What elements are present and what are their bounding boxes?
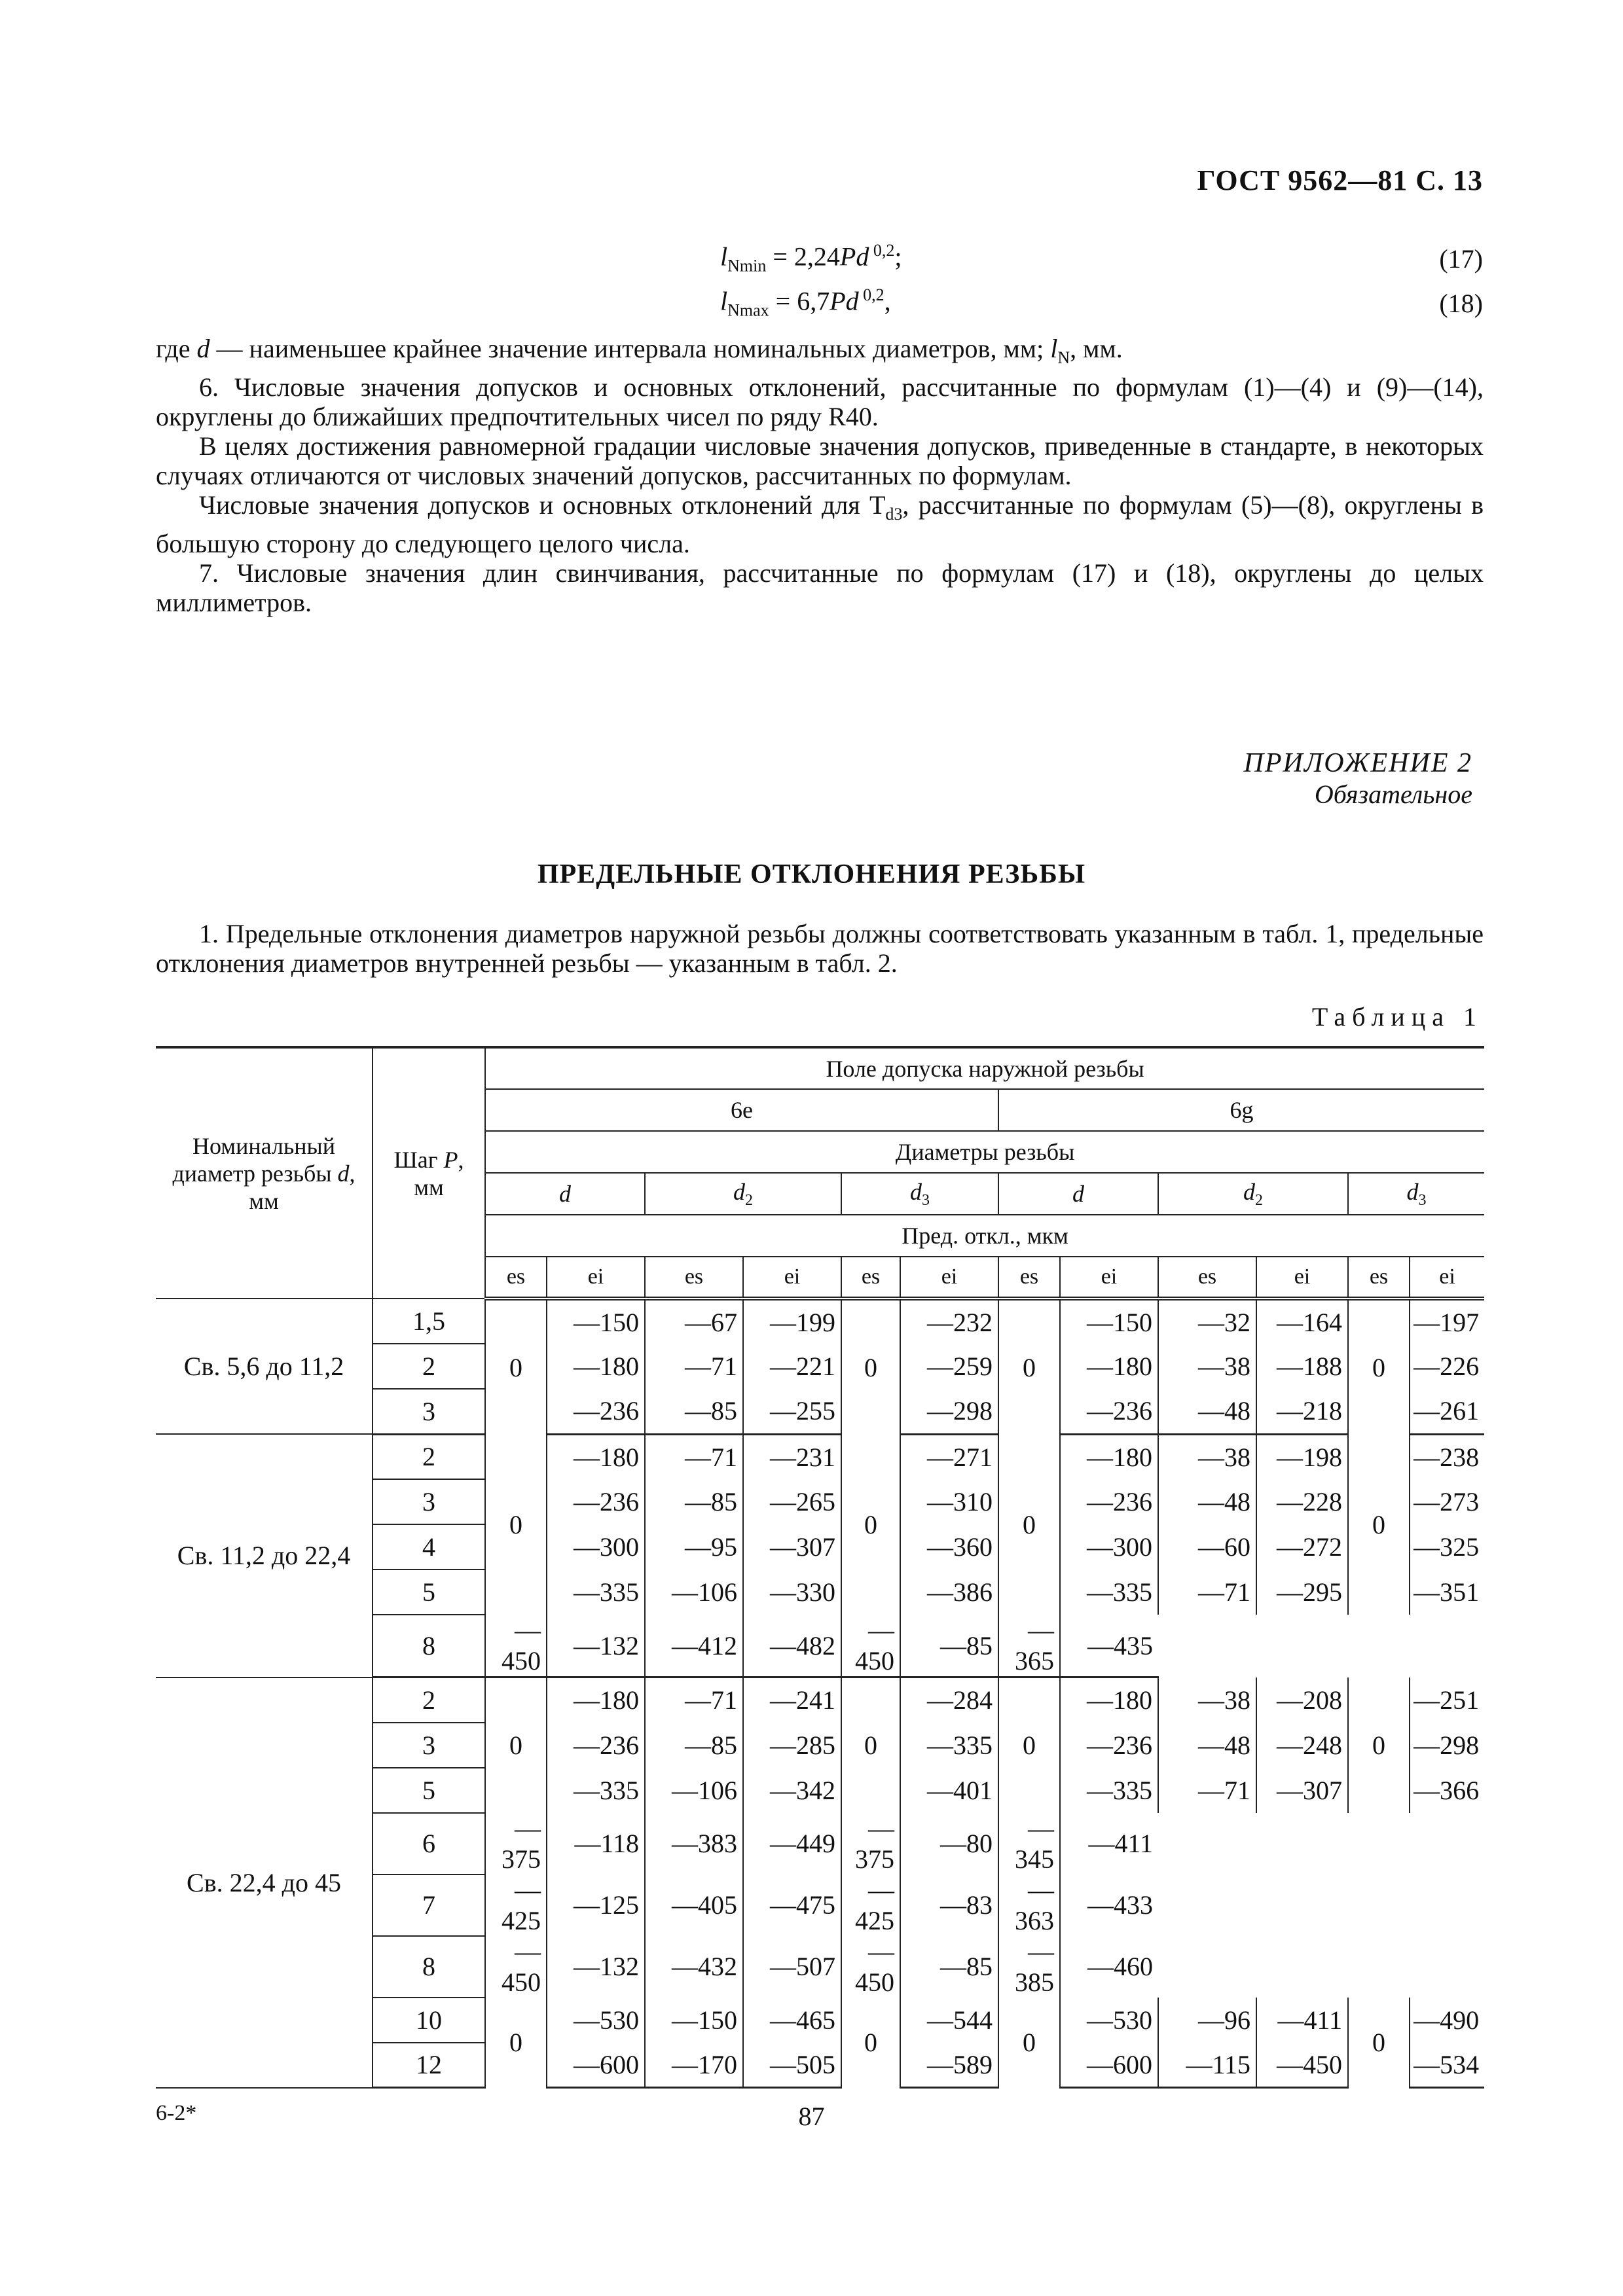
deviation-cell: —475 <box>743 1874 841 1936</box>
deviation-cell: —342 <box>743 1768 841 1813</box>
deviation-cell: —335 <box>547 1570 645 1615</box>
deviation-cell: —60 <box>1158 1524 1256 1570</box>
deviation-cell: —236 <box>1060 1389 1158 1434</box>
pitch-cell: 3 <box>373 1479 485 1524</box>
es-zero-cell: 0 <box>841 1998 900 2088</box>
deviation-cell: —335 <box>1060 1570 1158 1615</box>
deviation-cell: —450 <box>841 1615 900 1677</box>
deviation-cell: —600 <box>547 2043 645 2088</box>
header-es: es <box>1348 1257 1410 1299</box>
deviation-cell: —411 <box>1060 1813 1158 1874</box>
deviation-cell: —259 <box>900 1344 998 1389</box>
nominal-diameter-cell: Св. 11,2 до 22,4 <box>156 1434 373 1677</box>
nominal-diameter-cell: Св. 5,6 до 11,2 <box>156 1299 373 1434</box>
deviation-cell: —106 <box>645 1768 743 1813</box>
equation-number-18: (18) <box>1439 289 1483 318</box>
deviation-cell: —375 <box>841 1813 900 1874</box>
deviation-cell: —115 <box>1158 2043 1256 2088</box>
header-ei: ei <box>743 1257 841 1299</box>
deviation-cell: —335 <box>1060 1768 1158 1813</box>
header-es: es <box>645 1257 743 1299</box>
deviation-cell: —365 <box>998 1615 1060 1677</box>
deviation-cell: —300 <box>547 1524 645 1570</box>
deviation-cell: —425 <box>485 1874 547 1936</box>
deviation-cell: —433 <box>1060 1874 1158 1936</box>
deviation-cell: —530 <box>1060 1998 1158 2043</box>
table-row <box>156 1299 1484 1344</box>
section-title: ПРЕДЕЛЬНЫЕ ОТКЛОНЕНИЯ РЕЗЬБЫ <box>537 859 1086 889</box>
deviation-cell: —425 <box>841 1874 900 1936</box>
header-es: es <box>998 1257 1060 1299</box>
deviation-cell: —67 <box>645 1299 743 1344</box>
deviation-cell: —450 <box>841 1936 900 1998</box>
deviation-cell: —412 <box>645 1615 743 1677</box>
appendix-subtitle: Обязательное <box>1314 780 1472 809</box>
equation-number-17: (17) <box>1439 244 1483 274</box>
deviation-cell: —298 <box>900 1389 998 1434</box>
formula-17: $l_{Nmin} = 2,24Pd$ $^{0,2}$; <box>720 241 902 276</box>
es-zero-cell: 0 <box>1348 1998 1410 2088</box>
deviation-cell: —589 <box>900 2043 998 2088</box>
header-ei: ei <box>900 1257 998 1299</box>
deviation-cell: —298 <box>1410 1723 1484 1768</box>
pitch-cell: 1,5 <box>373 1299 485 1344</box>
table-row <box>156 1677 1484 1723</box>
deviation-cell: —180 <box>1060 1434 1158 1479</box>
deviation-cell: —351 <box>1410 1570 1484 1615</box>
deviation-cell: —238 <box>1410 1434 1484 1479</box>
deviation-cell: —226 <box>1410 1344 1484 1389</box>
pitch-cell: 10 <box>373 1998 485 2043</box>
deviation-cell: —125 <box>547 1874 645 1936</box>
deviation-cell: —490 <box>1410 1998 1484 2043</box>
deviation-cell: —232 <box>900 1299 998 1344</box>
deviation-cell: —132 <box>547 1615 645 1677</box>
es-zero-cell: 0 <box>1348 1434 1410 1615</box>
table-caption: Таблица 1 <box>1311 1002 1483 1031</box>
deviation-cell: —450 <box>1256 2043 1348 2088</box>
header-ei: ei <box>1410 1257 1484 1299</box>
deviation-cell: —48 <box>1158 1389 1256 1434</box>
appendix-label <box>1244 747 1472 810</box>
deviation-cell: —218 <box>1256 1389 1348 1434</box>
es-zero-cell: 0 <box>841 1677 900 1813</box>
deviation-cell: —271 <box>900 1434 998 1479</box>
pitch-cell: 5 <box>373 1570 485 1615</box>
header-d2-6e: $d_2$ <box>645 1173 841 1215</box>
deviation-cell: —449 <box>743 1813 841 1874</box>
deviation-cell: —544 <box>900 1998 998 2043</box>
es-zero-cell: 0 <box>998 1677 1060 1813</box>
header-ei: ei <box>1256 1257 1348 1299</box>
deviation-cell: —71 <box>645 1344 743 1389</box>
deviation-cell: —228 <box>1256 1479 1348 1524</box>
deviation-cell: —150 <box>1060 1299 1158 1344</box>
header-d-6g: d <box>998 1173 1158 1215</box>
deviation-cell: —95 <box>645 1524 743 1570</box>
paragraph-where: где d — наименьшее крайнее значение интервала номинальных диаметров, мм; $l_N$, мм. <box>156 334 1123 367</box>
paragraph-gradation: В целях достижения равномерной градации числовые значения допусков, приведенные в стандарте, в некоторых случаях отличаются от числовых значений допусков, рассчитанных по формулам. <box>156 431 1484 490</box>
es-zero-cell: 0 <box>485 1299 547 1434</box>
paragraph-7: 7. Числовые значения длин свинчивания, рассчитанные по формулам (17) и (18), округлены до целых миллиметров. <box>156 558 1484 617</box>
pitch-cell: 7 <box>373 1874 485 1936</box>
deviation-cell: —106 <box>645 1570 743 1615</box>
header-ei: ei <box>547 1257 645 1299</box>
deviation-cell: —85 <box>645 1389 743 1434</box>
deviation-cell: —295 <box>1256 1570 1348 1615</box>
deviation-cell: —375 <box>485 1813 547 1874</box>
pitch-cell: 6 <box>373 1813 485 1874</box>
deviation-cell: —38 <box>1158 1344 1256 1389</box>
table-row <box>156 1434 1484 1479</box>
deviation-cell: —48 <box>1158 1723 1256 1768</box>
es-zero-cell: 0 <box>998 1998 1060 2088</box>
deviation-cell: —325 <box>1410 1524 1484 1570</box>
deviation-cell: —150 <box>547 1299 645 1344</box>
deviation-cell: —197 <box>1410 1299 1484 1344</box>
deviation-cell: —221 <box>743 1344 841 1389</box>
deviation-cell: —38 <box>1158 1677 1256 1723</box>
deviation-cell: —432 <box>645 1936 743 1998</box>
deviation-cell: —180 <box>547 1344 645 1389</box>
header-tolerance-field: Поле допуска наружной резьбы <box>485 1047 1484 1089</box>
es-zero-cell: 0 <box>1348 1299 1410 1434</box>
header-nominal-diameter: Номинальный диаметр резьбы d, мм <box>156 1047 373 1299</box>
deviation-cell: —208 <box>1256 1677 1348 1723</box>
header-d-6e: d <box>485 1173 645 1215</box>
section-paragraph: 1. Предельные отклонения диаметров наружной резьбы должны соответствовать указанным в табл. 1, предельные отклонения диаметров внутренней резьбы — указанным в табл. 2. <box>156 919 1484 978</box>
deviation-cell: —284 <box>900 1677 998 1723</box>
deviation-cell: —383 <box>645 1813 743 1874</box>
pitch-cell: 8 <box>373 1615 485 1677</box>
deviation-cell: —85 <box>645 1479 743 1524</box>
deviation-cell: —460 <box>1060 1936 1158 1998</box>
header-pitch: Шаг P, мм <box>373 1047 485 1299</box>
deviation-cell: —363 <box>998 1874 1060 1936</box>
deviation-cell: —251 <box>1410 1677 1484 1723</box>
deviation-cell: —71 <box>1158 1570 1256 1615</box>
formula-18: $l_{Nmax} = 6,7Pd$ $^{0,2}$, <box>720 285 891 320</box>
deviation-cell: —164 <box>1256 1299 1348 1344</box>
deviation-cell: —71 <box>645 1434 743 1479</box>
body-text <box>156 334 1484 617</box>
deviation-cell: —465 <box>743 1998 841 2043</box>
deviation-cell: —366 <box>1410 1768 1484 1813</box>
deviation-cell: —199 <box>743 1299 841 1344</box>
deviation-cell: —255 <box>743 1389 841 1434</box>
deviation-table <box>156 1046 1484 2089</box>
deviation-cell: —482 <box>743 1615 841 1677</box>
deviation-cell: —180 <box>547 1677 645 1723</box>
es-zero-cell: 0 <box>1348 1677 1410 1813</box>
header-d3-6e: $d_3$ <box>841 1173 998 1215</box>
deviation-cell: —180 <box>1060 1677 1158 1723</box>
deviation-cell: —435 <box>1060 1615 1158 1677</box>
deviation-cell: —345 <box>998 1813 1060 1874</box>
deviation-cell: —85 <box>900 1615 998 1677</box>
deviation-cell: —273 <box>1410 1479 1484 1524</box>
deviation-cell: —600 <box>1060 2043 1158 2088</box>
deviation-cell: —236 <box>1060 1723 1158 1768</box>
paragraph-td3: Числовые значения допусков и основных отклонений для $T_{d3}$, рассчитанные по формулам (5)—(8), округлены в большую сторону до следующего целого числа. <box>156 490 1484 558</box>
deviation-cell: —236 <box>547 1389 645 1434</box>
deviation-cell: —231 <box>743 1434 841 1479</box>
deviation-cell: —48 <box>1158 1479 1256 1524</box>
deviation-cell: —505 <box>743 2043 841 2088</box>
deviation-cell: —170 <box>645 2043 743 2088</box>
es-zero-cell: 0 <box>485 1998 547 2088</box>
deviation-cell: —335 <box>547 1768 645 1813</box>
deviation-cell: —335 <box>900 1723 998 1768</box>
deviation-cell: —38 <box>1158 1434 1256 1479</box>
page-number: 87 <box>798 2102 825 2131</box>
deviation-cell: —180 <box>547 1434 645 1479</box>
deviation-cell: —236 <box>1060 1479 1158 1524</box>
pitch-cell: 2 <box>373 1344 485 1389</box>
table-body <box>156 1299 1484 2088</box>
es-zero-cell: 0 <box>485 1434 547 1615</box>
deviation-cell: —360 <box>900 1524 998 1570</box>
nominal-diameter-cell: Св. 22,4 до 45 <box>156 1677 373 2088</box>
pitch-cell: 4 <box>373 1524 485 1570</box>
deviation-cell: —150 <box>645 1998 743 2043</box>
deviation-cell: —386 <box>900 1570 998 1615</box>
pitch-cell: 3 <box>373 1389 485 1434</box>
header-thread-diameters: Диаметры резьбы <box>485 1131 1484 1173</box>
header-d2-6g: $d_2$ <box>1158 1173 1348 1215</box>
deviation-cell: —310 <box>900 1479 998 1524</box>
deviation-cell: —248 <box>1256 1723 1348 1768</box>
es-zero-cell: 0 <box>841 1434 900 1615</box>
deviation-cell: —32 <box>1158 1299 1256 1344</box>
deviation-cell: —450 <box>485 1936 547 1998</box>
deviation-cell: —507 <box>743 1936 841 1998</box>
header-6e: 6e <box>485 1089 998 1131</box>
deviation-cell: —71 <box>645 1677 743 1723</box>
deviation-cell: —188 <box>1256 1344 1348 1389</box>
header-es: es <box>1158 1257 1256 1299</box>
header-es: es <box>841 1257 900 1299</box>
deviation-cell: —530 <box>547 1998 645 2043</box>
pitch-cell: 5 <box>373 1768 485 1813</box>
deviation-cell: —307 <box>743 1524 841 1570</box>
appendix-title: ПРИЛОЖЕНИЕ 2 <box>1243 748 1472 778</box>
es-zero-cell: 0 <box>485 1677 547 1813</box>
deviation-cell: —236 <box>547 1479 645 1524</box>
footer-code: 6-2* <box>156 2101 197 2125</box>
deviation-cell: —236 <box>547 1723 645 1768</box>
header-es: es <box>485 1257 547 1299</box>
pitch-cell: 12 <box>373 2043 485 2088</box>
deviation-cell: —83 <box>900 1874 998 1936</box>
deviation-cell: —401 <box>900 1768 998 1813</box>
deviation-cell: —411 <box>1256 1998 1348 2043</box>
deviation-cell: —272 <box>1256 1524 1348 1570</box>
deviation-cell: —450 <box>485 1615 547 1677</box>
pitch-cell: 2 <box>373 1434 485 1479</box>
deviation-cell: —300 <box>1060 1524 1158 1570</box>
deviation-cell: —85 <box>645 1723 743 1768</box>
deviation-cell: —285 <box>743 1723 841 1768</box>
deviation-cell: —241 <box>743 1677 841 1723</box>
deviation-cell: —330 <box>743 1570 841 1615</box>
deviation-cell: —261 <box>1410 1389 1484 1434</box>
deviation-cell: —307 <box>1256 1768 1348 1813</box>
pitch-cell: 3 <box>373 1723 485 1768</box>
paragraph-6: 6. Числовые значения допусков и основных отклонений, рассчитанные по формулам (1)—(4) и (9)—(14), округлены до ближайших предпочтительных чисел по ряду R40. <box>156 372 1484 431</box>
deviation-cell: —80 <box>900 1813 998 1874</box>
es-zero-cell: 0 <box>998 1434 1060 1615</box>
header-ei: ei <box>1060 1257 1158 1299</box>
pitch-cell: 8 <box>373 1936 485 1998</box>
document-header: ГОСТ 9562—81 С. 13 <box>1197 164 1483 196</box>
deviation-cell: —180 <box>1060 1344 1158 1389</box>
deviation-cell: —405 <box>645 1874 743 1936</box>
es-zero-cell: 0 <box>998 1299 1060 1434</box>
deviation-cell: —198 <box>1256 1434 1348 1479</box>
deviation-cell: —96 <box>1158 1998 1256 2043</box>
header-6g: 6g <box>998 1089 1484 1131</box>
deviation-cell: —71 <box>1158 1768 1256 1813</box>
deviation-cell: —385 <box>998 1936 1060 1998</box>
header-d3-6g: $d_3$ <box>1348 1173 1484 1215</box>
header-deviation-unit: Пред. откл., мкм <box>485 1215 1484 1257</box>
deviation-cell: —132 <box>547 1936 645 1998</box>
deviation-cell: —118 <box>547 1813 645 1874</box>
deviation-cell: —265 <box>743 1479 841 1524</box>
deviation-cell: —85 <box>900 1936 998 1998</box>
deviation-cell: —534 <box>1410 2043 1484 2088</box>
es-zero-cell: 0 <box>841 1299 900 1434</box>
pitch-cell: 2 <box>373 1677 485 1723</box>
